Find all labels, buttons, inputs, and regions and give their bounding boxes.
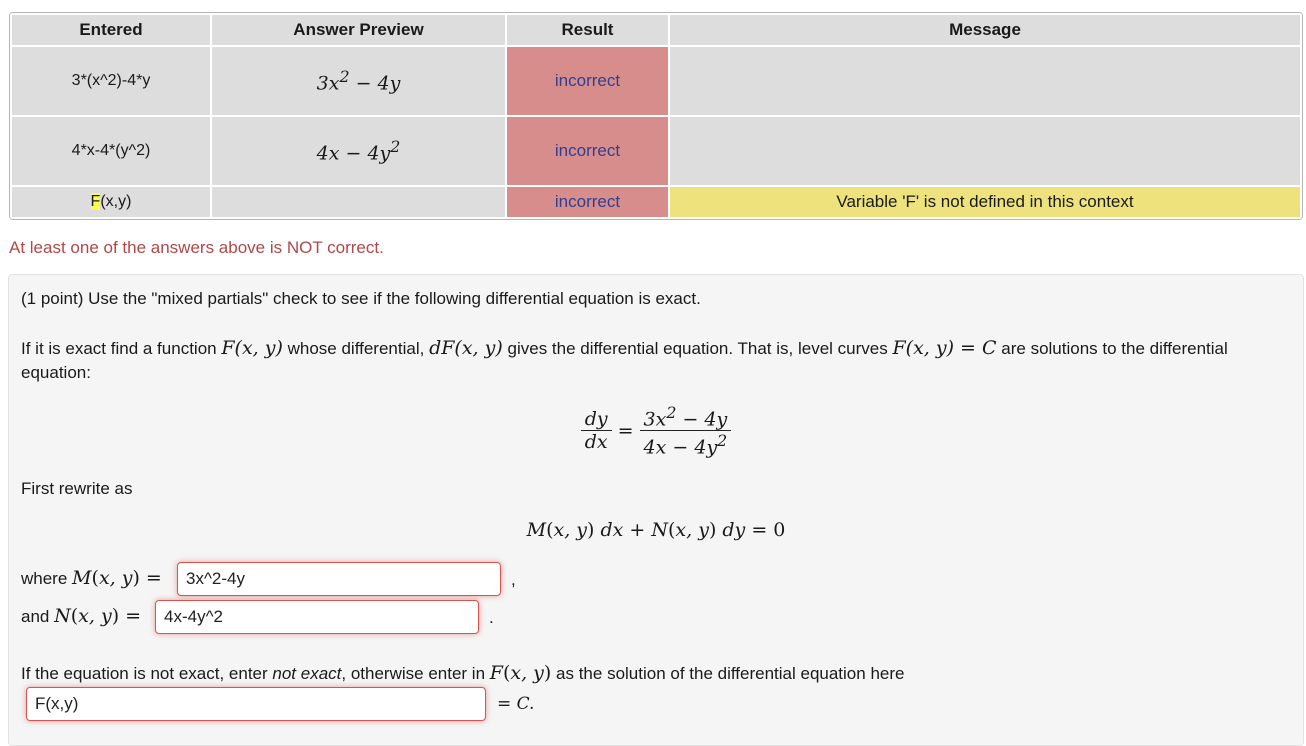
entered-cell xyxy=(11,186,211,218)
feedback-message: At least one of the answers above is NOT correct. xyxy=(9,238,384,257)
result-cell: incorrect xyxy=(506,186,669,218)
math-xy: x, y xyxy=(241,337,276,359)
text-span: gives the differential equation. That is, level curves xyxy=(502,339,893,358)
n-label xyxy=(21,604,141,629)
message-cell xyxy=(669,46,1301,116)
equals-c: = C. xyxy=(497,694,535,714)
entered-cell: 3*(x^2)-4*y xyxy=(11,46,211,116)
math-paren: ) = xyxy=(946,337,983,359)
preview-cell: $4x - 4y^2$ xyxy=(211,116,506,186)
math-F: F(x, y) xyxy=(489,662,552,684)
message-cell xyxy=(669,116,1301,186)
table-row xyxy=(11,116,1301,186)
text-span: If it is exact find a function xyxy=(21,339,222,358)
problem-intro: (1 point) Use the "mixed partials" check to see if the following differential equation is exact. xyxy=(21,289,701,308)
dy-dx-fraction: $\frac{dy}{dx}$ xyxy=(581,408,612,453)
math-paren: ) xyxy=(495,337,503,359)
result-cell: incorrect xyxy=(506,46,669,116)
preview-cell: $3x^2 - 4y$ xyxy=(211,46,506,116)
error-highlight: F xyxy=(90,193,101,211)
exact-form-equation: M(x, y) dx + N(x, y) dy = 0 xyxy=(526,519,786,541)
problem-exact-text xyxy=(21,336,1291,385)
result-cell: incorrect xyxy=(506,116,669,186)
differential-equation: $\frac{dy}{dx}$ = $\frac{3x^2 - 4y}{4x - 4y^2}$ xyxy=(9,403,1303,459)
text-span: and xyxy=(21,607,50,626)
math-paren: ( xyxy=(234,337,242,359)
math-C: C xyxy=(982,337,997,359)
text-span: as the solution of the differential equation here xyxy=(551,664,905,683)
math-xy: x, y xyxy=(913,337,947,359)
preview-cell xyxy=(211,186,506,218)
math-F: F xyxy=(221,337,235,359)
text-span: If the equation is not exact, enter xyxy=(21,664,273,683)
n-input[interactable] xyxy=(155,600,479,634)
text-span: are solutions to the differential xyxy=(996,339,1228,358)
entered-cell: 4*x-4*(y^2) xyxy=(11,116,211,186)
not-exact-instructions xyxy=(21,661,904,686)
f-input[interactable] xyxy=(26,687,486,721)
math-level-curve: F xyxy=(892,337,906,359)
table-row xyxy=(11,186,1301,218)
text-span: equation: xyxy=(21,363,91,382)
math-dF: dF xyxy=(429,337,455,359)
math-M: M(x, y) = xyxy=(72,567,162,589)
attempts-table xyxy=(9,12,1303,220)
problem-box xyxy=(8,274,1304,746)
m-input[interactable] xyxy=(177,562,501,596)
entered-rest: (x,y) xyxy=(100,193,132,211)
math-paren: ( xyxy=(454,337,462,359)
math-paren: ( xyxy=(905,337,914,359)
message-cell: Variable 'F' is not defined in this context xyxy=(669,186,1301,218)
math-N: N(x, y) = xyxy=(54,605,142,627)
header-answer-preview: Answer Preview xyxy=(211,14,506,46)
header-message: Message xyxy=(669,14,1301,46)
header-entered: Entered xyxy=(11,14,211,46)
emphasis-text: not exact xyxy=(272,664,342,683)
comma-text: , xyxy=(511,570,516,589)
math-xy: x, y xyxy=(461,337,496,359)
rewrite-label: First rewrite as xyxy=(21,479,133,498)
text-span: where xyxy=(21,569,68,588)
text-span: , otherwise enter in xyxy=(341,664,490,683)
header-result: Result xyxy=(506,14,669,46)
period-text: . xyxy=(489,608,494,627)
text-span: whose differential, xyxy=(282,339,430,358)
rhs-fraction: $\frac{3x^2 - 4y}{4x - 4y^2}$ xyxy=(640,403,732,459)
table-row xyxy=(11,46,1301,116)
m-label xyxy=(21,566,162,591)
math-paren: ) xyxy=(275,337,283,359)
